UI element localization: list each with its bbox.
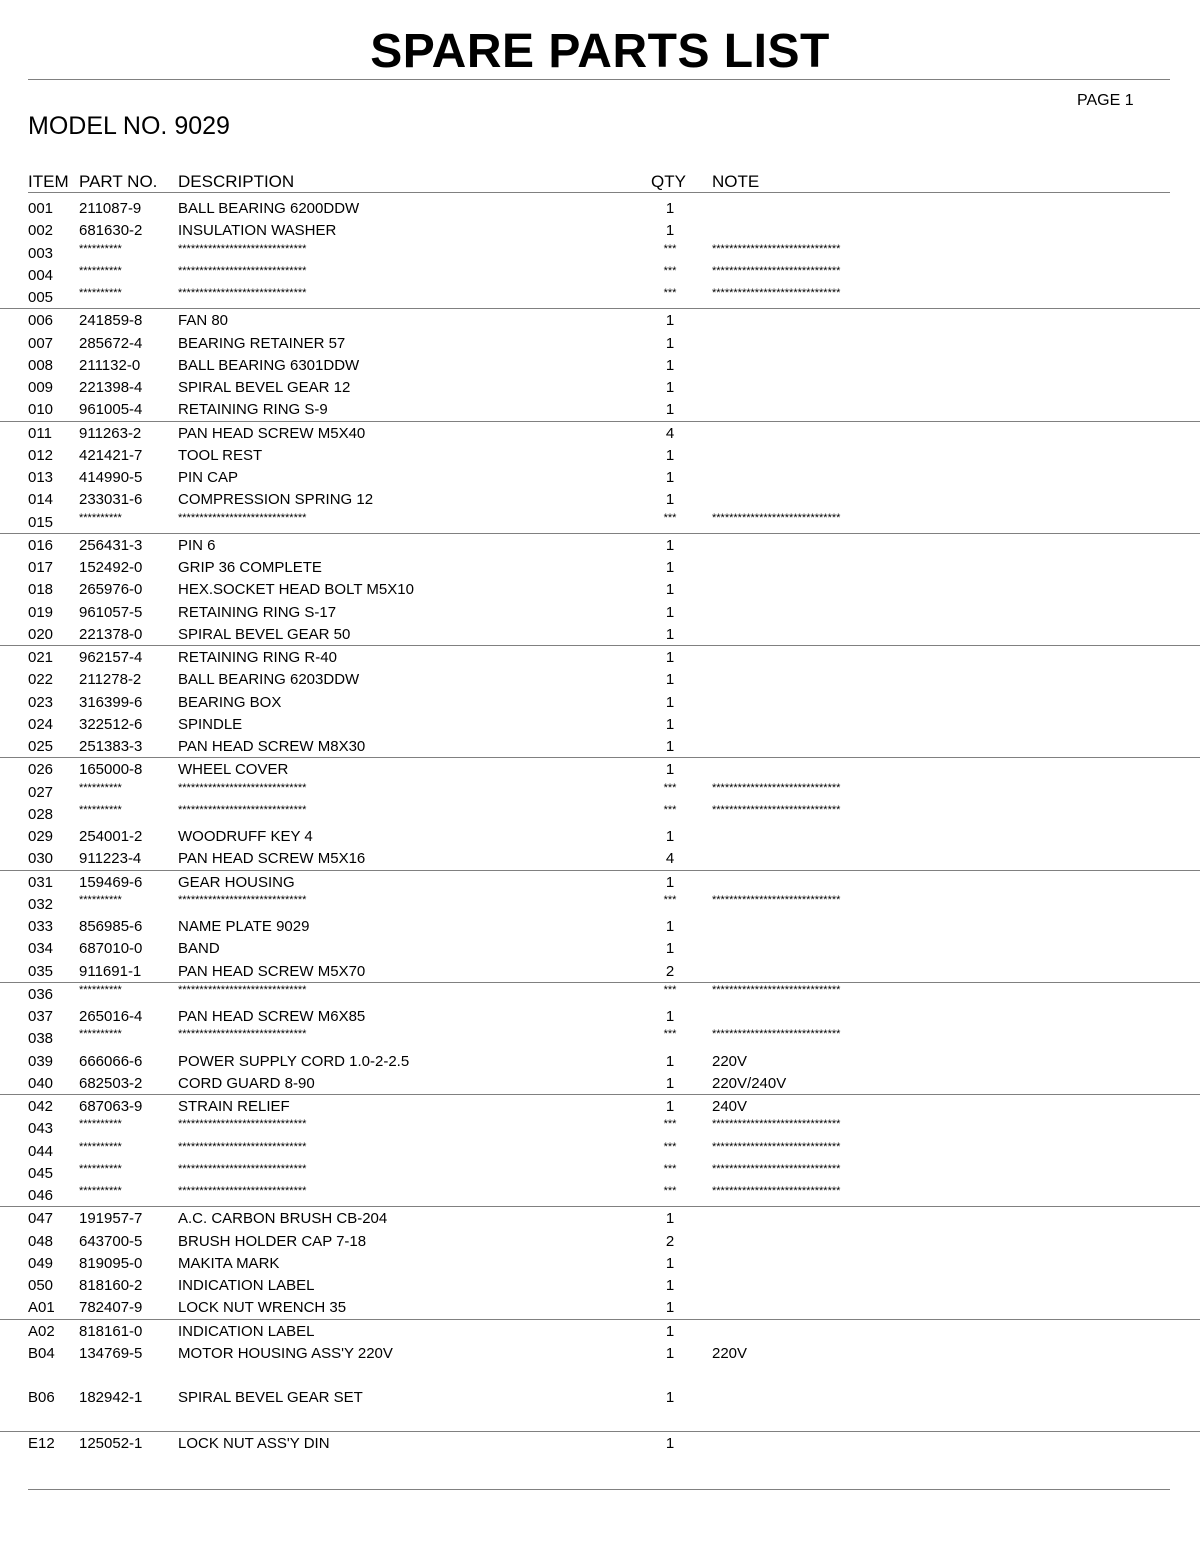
- part-note: ******************************: [712, 1118, 841, 1131]
- part-note: ******************************: [712, 1185, 841, 1197]
- part-quantity: 1: [665, 401, 675, 419]
- part-quantity: 1: [665, 491, 675, 509]
- part-quantity: 1: [665, 738, 675, 755]
- item-number: 019: [28, 603, 54, 621]
- part-description: PAN HEAD SCREW M5X40: [178, 424, 366, 442]
- part-description: ******************************: [178, 803, 307, 816]
- table-row: [0, 1005, 1200, 1027]
- part-number: 687010-0: [79, 940, 143, 958]
- part-note: ******************************: [712, 893, 841, 906]
- part-note: 220V: [712, 1344, 748, 1362]
- table-row: [0, 308, 1200, 331]
- part-number: **********: [79, 983, 122, 996]
- part-number: 681630-2: [79, 222, 143, 240]
- part-description: BAND: [178, 940, 220, 958]
- part-description: HEX.SOCKET HEAD BOLT M5X10: [178, 581, 414, 599]
- column-header-description: DESCRIPTION: [178, 172, 295, 191]
- table-row: [0, 735, 1200, 757]
- item-number: 005: [28, 289, 54, 306]
- item-number: 002: [28, 222, 54, 240]
- part-description: BEARING BOX: [178, 693, 282, 711]
- part-description: ******************************: [178, 264, 307, 277]
- table-row: [0, 893, 1200, 915]
- part-quantity: ***: [663, 803, 677, 816]
- part-number: 211278-2: [79, 671, 142, 689]
- model-number: MODEL NO. 9029: [28, 112, 230, 140]
- table-row: [0, 421, 1200, 444]
- table-row: [0, 937, 1200, 959]
- table-row: [0, 847, 1200, 869]
- part-note: ******************************: [712, 511, 841, 524]
- item-number: A01: [28, 1299, 55, 1317]
- part-note: ******************************: [712, 1028, 841, 1041]
- part-number: **********: [79, 1162, 122, 1175]
- part-quantity: 1: [665, 1254, 675, 1272]
- part-description: CORD GUARD 8-90: [178, 1074, 315, 1092]
- part-description: TOOL REST: [178, 446, 263, 464]
- parts-table: [0, 197, 1200, 1454]
- table-row: [0, 1319, 1200, 1342]
- part-number: 666066-6: [79, 1052, 143, 1070]
- table-row: [0, 1117, 1200, 1139]
- part-number: **********: [79, 264, 122, 277]
- part-number: 152492-0: [79, 559, 143, 576]
- title-divider: [28, 79, 1170, 80]
- part-number: 682503-2: [79, 1074, 143, 1092]
- part-description: A.C. CARBON BRUSH CB-204: [178, 1210, 388, 1228]
- item-number: 022: [28, 671, 54, 689]
- part-description: SPIRAL BEVEL GEAR SET: [178, 1389, 363, 1407]
- part-description: FAN 80: [178, 312, 229, 330]
- item-number: 012: [28, 446, 54, 464]
- part-number: 256431-3: [79, 536, 143, 554]
- part-number: 911223-4: [79, 850, 142, 868]
- part-note: ******************************: [712, 983, 841, 996]
- part-number: 211087-9: [79, 200, 142, 217]
- part-description: SPIRAL BEVEL GEAR 12: [178, 379, 351, 396]
- table-row: [0, 1184, 1200, 1206]
- part-number: 285672-4: [79, 334, 143, 352]
- item-number: 029: [28, 828, 54, 845]
- item-number: 043: [28, 1120, 54, 1138]
- item-number: 034: [28, 940, 54, 958]
- part-quantity: 1: [665, 334, 675, 352]
- part-quantity: 1: [665, 1052, 675, 1070]
- part-number: 819095-0: [79, 1254, 143, 1272]
- part-note: ******************************: [712, 803, 841, 816]
- part-number: 251383-3: [79, 738, 143, 755]
- part-number: **********: [79, 1028, 122, 1041]
- part-description: BRUSH HOLDER CAP 7-18: [178, 1232, 367, 1250]
- item-number: 011: [28, 424, 52, 442]
- table-row: [0, 354, 1200, 376]
- item-number: 048: [28, 1232, 54, 1250]
- part-description: PIN CAP: [178, 469, 239, 486]
- part-quantity: 1: [665, 715, 675, 733]
- part-description: SPIRAL BEVEL GEAR 50: [178, 625, 351, 643]
- part-description: INSULATION WASHER: [178, 222, 337, 240]
- item-number: 020: [28, 625, 54, 643]
- part-number: **********: [79, 893, 122, 906]
- item-number: 050: [28, 1277, 54, 1294]
- item-number: 049: [28, 1254, 54, 1272]
- part-number: 265976-0: [79, 581, 143, 599]
- part-note: ******************************: [712, 1162, 841, 1175]
- part-description: MOTOR HOUSING ASS'Y 220V: [178, 1344, 393, 1362]
- part-description: WOODRUFF KEY 4: [178, 828, 313, 845]
- part-number: **********: [79, 781, 122, 794]
- part-note: 240V: [712, 1098, 748, 1115]
- part-number: 782407-9: [79, 1299, 143, 1317]
- item-number: 039: [28, 1052, 54, 1070]
- part-quantity: 1: [665, 1008, 675, 1025]
- column-header-note: NOTE: [712, 172, 760, 191]
- part-description: BALL BEARING 6203DDW: [178, 671, 360, 689]
- table-row: [0, 668, 1200, 690]
- part-quantity: 1: [665, 446, 675, 464]
- table-row: [0, 645, 1200, 668]
- part-description: ******************************: [178, 893, 307, 906]
- table-row: [0, 1072, 1200, 1094]
- table-row: [0, 1431, 1200, 1454]
- part-description: PAN HEAD SCREW M5X70: [178, 962, 366, 980]
- item-number: 046: [28, 1187, 54, 1204]
- item-number: 008: [28, 356, 54, 374]
- part-note: ******************************: [712, 242, 841, 255]
- part-number: 265016-4: [79, 1008, 143, 1025]
- part-number: 254001-2: [79, 828, 143, 845]
- table-row: [0, 376, 1200, 398]
- item-number: 035: [28, 962, 54, 980]
- item-number: 045: [28, 1164, 54, 1182]
- part-number: 191957-7: [79, 1210, 143, 1228]
- part-description: INDICATION LABEL: [178, 1322, 315, 1340]
- part-description: GEAR HOUSING: [178, 873, 295, 891]
- part-quantity: 1: [665, 222, 675, 240]
- table-row: [0, 960, 1200, 982]
- part-description: INDICATION LABEL: [178, 1277, 315, 1294]
- part-quantity: ***: [663, 893, 677, 906]
- part-description: GRIP 36 COMPLETE: [178, 559, 322, 576]
- part-number: 233031-6: [79, 491, 143, 509]
- table-row: [0, 1162, 1200, 1184]
- part-description: ******************************: [178, 1185, 307, 1197]
- part-quantity: 4: [665, 424, 675, 442]
- part-note: ******************************: [712, 1140, 841, 1153]
- part-description: PIN 6: [178, 536, 216, 554]
- part-quantity: 1: [665, 918, 675, 935]
- item-number: A02: [28, 1322, 55, 1340]
- part-quantity: 1: [665, 603, 675, 621]
- part-note: 220V: [712, 1052, 748, 1070]
- part-description: ******************************: [178, 1118, 307, 1131]
- part-description: ******************************: [178, 242, 307, 255]
- part-description: ******************************: [178, 1028, 307, 1041]
- part-description: ******************************: [178, 781, 307, 794]
- part-quantity: ***: [663, 242, 677, 255]
- part-number: **********: [79, 1140, 122, 1153]
- table-row: [0, 757, 1200, 780]
- item-number: 044: [28, 1142, 54, 1160]
- part-description: BALL BEARING 6301DDW: [178, 356, 360, 374]
- part-note: ******************************: [712, 287, 841, 299]
- item-number: 032: [28, 895, 54, 913]
- column-header-qty: QTY: [651, 172, 686, 191]
- part-number: **********: [79, 1118, 122, 1131]
- page-number: PAGE 1: [1077, 92, 1134, 109]
- table-row: [0, 1050, 1200, 1072]
- part-quantity: 1: [665, 1277, 675, 1294]
- item-number: 047: [28, 1210, 54, 1228]
- table-row: [0, 533, 1200, 556]
- table-row: [0, 444, 1200, 466]
- part-quantity: 1: [665, 1098, 675, 1115]
- part-number: 159469-6: [79, 873, 143, 891]
- table-row: [0, 713, 1200, 735]
- part-quantity: 1: [665, 559, 675, 576]
- column-header-item: ITEM: [28, 172, 69, 191]
- item-number: 036: [28, 985, 54, 1003]
- part-number: 221378-0: [79, 625, 143, 643]
- part-description: RETAINING RING R-40: [178, 649, 337, 666]
- part-number: 961005-4: [79, 401, 143, 419]
- part-description: ******************************: [178, 1140, 307, 1153]
- table-row: [0, 1140, 1200, 1162]
- part-quantity: 1: [665, 536, 675, 554]
- item-number: 025: [28, 738, 54, 755]
- item-number: 033: [28, 918, 54, 935]
- part-note: 220V/240V: [712, 1074, 787, 1092]
- part-number: 911691-1: [79, 962, 142, 980]
- part-description: SPINDLE: [178, 715, 243, 733]
- item-number: 006: [28, 312, 54, 330]
- item-number: 004: [28, 266, 54, 284]
- table-row: [0, 398, 1200, 420]
- table-row: [0, 219, 1200, 241]
- part-number: 414990-5: [79, 469, 143, 486]
- table-row: [0, 511, 1200, 533]
- part-quantity: ***: [663, 264, 677, 277]
- item-number: B06: [28, 1389, 55, 1407]
- part-quantity: 4: [665, 850, 675, 868]
- part-description: RETAINING RING S-17: [178, 603, 337, 621]
- item-number: 042: [28, 1098, 54, 1115]
- part-quantity: 1: [665, 693, 675, 711]
- part-quantity: ***: [663, 983, 677, 996]
- part-number: 182942-1: [79, 1389, 143, 1407]
- part-number: 165000-8: [79, 761, 143, 779]
- item-number: 013: [28, 469, 54, 486]
- item-number: 037: [28, 1008, 54, 1025]
- part-quantity: 1: [665, 761, 675, 779]
- part-description: BEARING RETAINER 57: [178, 334, 346, 352]
- part-number: 241859-8: [79, 312, 143, 330]
- part-quantity: 1: [665, 1210, 675, 1228]
- part-quantity: 1: [665, 1299, 675, 1317]
- table-row: [0, 781, 1200, 803]
- item-number: 027: [28, 783, 54, 801]
- part-description: ******************************: [178, 983, 307, 996]
- table-row: [0, 623, 1200, 645]
- part-number: **********: [79, 287, 122, 299]
- table-row: [0, 488, 1200, 510]
- table-row: [0, 1206, 1200, 1229]
- part-quantity: 1: [665, 1389, 675, 1407]
- item-number: 014: [28, 491, 54, 509]
- part-number: 134769-5: [79, 1344, 143, 1362]
- part-number: 211132-0: [79, 356, 141, 374]
- table-row: [0, 982, 1200, 1005]
- part-quantity: ***: [663, 781, 677, 794]
- table-row: [0, 1252, 1200, 1274]
- item-number: 030: [28, 850, 54, 868]
- item-number: 040: [28, 1074, 54, 1092]
- part-number: 818161-0: [79, 1322, 143, 1340]
- part-quantity: 2: [665, 962, 675, 980]
- table-row: [0, 264, 1200, 286]
- table-row: [0, 915, 1200, 937]
- part-number: 643700-5: [79, 1232, 143, 1250]
- table-row: [0, 601, 1200, 623]
- part-number: **********: [79, 511, 122, 524]
- header-divider: [28, 192, 1170, 193]
- part-description: ******************************: [178, 287, 307, 299]
- part-quantity: 1: [665, 469, 675, 486]
- part-description: ******************************: [178, 511, 307, 524]
- table-row: [0, 332, 1200, 354]
- part-description: LOCK NUT ASS'Y DIN: [178, 1434, 330, 1452]
- table-row: [0, 691, 1200, 713]
- table-row: [0, 197, 1200, 219]
- item-number: B04: [28, 1344, 55, 1362]
- part-quantity: ***: [663, 1162, 677, 1175]
- part-quantity: 1: [665, 625, 675, 643]
- table-row: [0, 556, 1200, 578]
- part-quantity: 1: [665, 356, 675, 374]
- part-quantity: ***: [663, 1028, 677, 1041]
- part-quantity: 1: [665, 940, 675, 958]
- part-description: BALL BEARING 6200DDW: [178, 200, 360, 217]
- item-number: 017: [28, 559, 54, 576]
- part-description: PAN HEAD SCREW M5X16: [178, 850, 366, 868]
- item-number: E12: [28, 1434, 55, 1452]
- item-number: 010: [28, 401, 54, 419]
- table-row: [0, 1296, 1200, 1318]
- part-number: 818160-2: [79, 1277, 143, 1294]
- part-quantity: ***: [663, 1140, 677, 1153]
- part-description: PAN HEAD SCREW M6X85: [178, 1008, 366, 1025]
- part-number: 421421-7: [79, 446, 143, 464]
- footer-divider: [28, 1489, 1170, 1490]
- part-quantity: 1: [665, 1344, 675, 1362]
- part-quantity: 1: [665, 379, 675, 396]
- table-row: [0, 870, 1200, 893]
- part-description: PAN HEAD SCREW M8X30: [178, 738, 366, 755]
- part-quantity: ***: [663, 287, 677, 299]
- table-row: [0, 1027, 1200, 1049]
- part-number: 856985-6: [79, 918, 143, 935]
- part-number: **********: [79, 803, 122, 816]
- part-number: 961057-5: [79, 603, 143, 621]
- item-number: 031: [28, 873, 54, 891]
- part-number: **********: [79, 1185, 122, 1197]
- part-quantity: ***: [663, 511, 677, 524]
- part-quantity: 1: [665, 1074, 675, 1092]
- table-row: [0, 1094, 1200, 1117]
- table-row: [0, 803, 1200, 825]
- part-quantity: 1: [665, 873, 675, 891]
- part-quantity: 1: [665, 649, 675, 666]
- part-quantity: 1: [665, 312, 675, 330]
- part-quantity: ***: [663, 1118, 677, 1131]
- part-quantity: 1: [665, 828, 675, 845]
- table-row: [0, 466, 1200, 488]
- item-number: 009: [28, 379, 54, 396]
- item-number: 001: [28, 200, 54, 217]
- part-number: **********: [79, 242, 122, 255]
- part-quantity: 1: [665, 1434, 675, 1452]
- part-number: 687063-9: [79, 1098, 143, 1115]
- table-row: [0, 825, 1200, 847]
- item-number: 003: [28, 244, 54, 262]
- page-title: SPARE PARTS LIST: [370, 25, 830, 78]
- item-number: 015: [28, 513, 54, 531]
- part-number: 125052-1: [79, 1434, 143, 1452]
- table-row: [0, 578, 1200, 600]
- item-number: 016: [28, 536, 54, 554]
- item-number: 024: [28, 715, 54, 733]
- item-number: 026: [28, 761, 54, 779]
- part-description: RETAINING RING S-9: [178, 401, 328, 419]
- part-description: STRAIN RELIEF: [178, 1098, 290, 1115]
- table-row: [0, 286, 1200, 308]
- part-number: 221398-4: [79, 379, 143, 396]
- part-description: WHEEL COVER: [178, 761, 289, 779]
- part-note: ******************************: [712, 264, 841, 277]
- part-number: 322512-6: [79, 715, 143, 733]
- part-quantity: ***: [663, 1185, 677, 1197]
- part-quantity: 1: [665, 671, 675, 689]
- part-description: NAME PLATE 9029: [178, 918, 310, 935]
- part-description: LOCK NUT WRENCH 35: [178, 1299, 347, 1317]
- item-number: 028: [28, 805, 54, 823]
- part-quantity: 1: [665, 200, 675, 217]
- part-description: COMPRESSION SPRING 12: [178, 491, 374, 509]
- table-row: [0, 1274, 1200, 1296]
- item-number: 023: [28, 693, 54, 711]
- part-note: ******************************: [712, 781, 841, 794]
- part-description: ******************************: [178, 1162, 307, 1175]
- column-header-part-no: PART NO.: [79, 172, 158, 191]
- part-quantity: 2: [665, 1232, 675, 1250]
- table-row: [0, 1230, 1200, 1252]
- part-quantity: 1: [665, 581, 675, 599]
- part-number: 962157-4: [79, 649, 143, 666]
- part-number: 316399-6: [79, 693, 143, 711]
- part-quantity: 1: [665, 1322, 675, 1340]
- item-number: 007: [28, 334, 54, 352]
- part-number: 911263-2: [79, 424, 142, 442]
- table-row: [0, 1342, 1200, 1387]
- table-row: [0, 1386, 1200, 1431]
- item-number: 018: [28, 581, 54, 599]
- part-description: MAKITA MARK: [178, 1254, 280, 1272]
- table-row: [0, 242, 1200, 264]
- item-number: 021: [28, 649, 54, 666]
- item-number: 038: [28, 1030, 54, 1048]
- part-description: POWER SUPPLY CORD 1.0-2-2.5: [178, 1052, 410, 1070]
